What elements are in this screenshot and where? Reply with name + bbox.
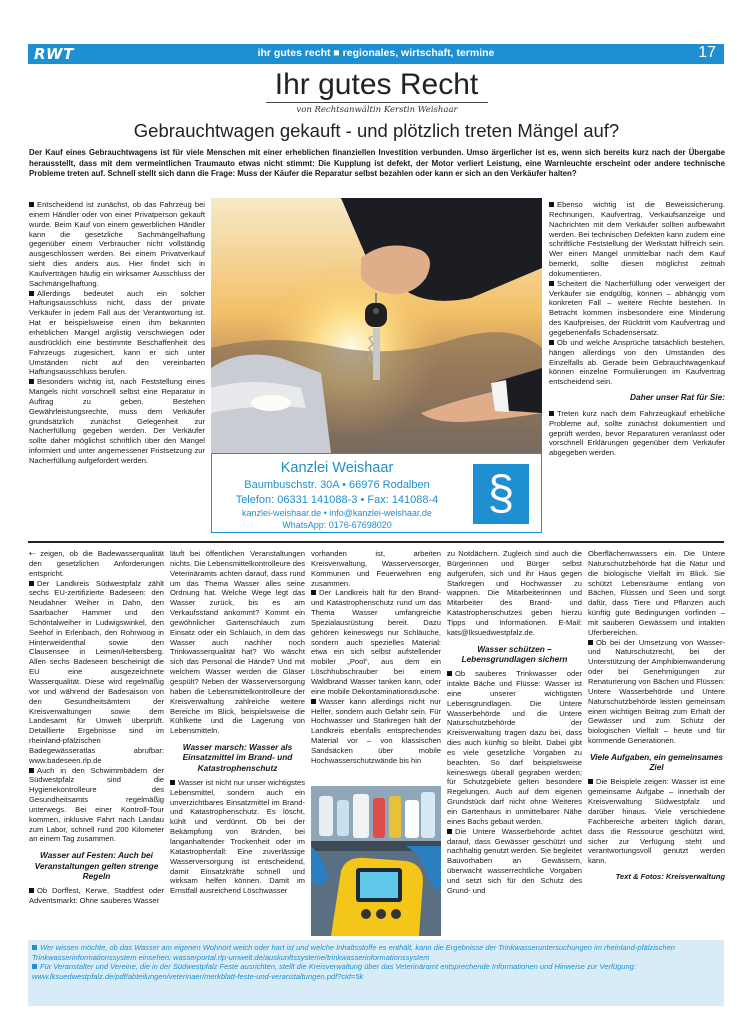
water-column-1 [29,549,164,906]
paragraph: Die Untere Wasserbehörde achtet darauf, dass Gewässer geschützt und nachhaltig genutzt werden. Sie begleitet Bauvorhaben an Gewässern, überwacht wasserrechtliche Vorgaben und setzt sich für den Schutz des Grund- und [447,826,582,895]
kanzlei-whatsapp: WhatsApp: 0176-67698020 [282,520,392,530]
section-header-bar [28,44,724,64]
paragraph: Ob sauberes Trinkwasser oder intakte Bäche und Flüsse: Wasser ist eine unserer wichtigsten Lebensgrundlagen. Die Untere Wasserbehörde und die Untere Naturschutzbehörde der Kreisverwaltung tragen dazu bei, dass dies auch künftig so bleibt. Dabei gibt es viele gesetzliche Vorgaben zu beachten. So darf beispielsweise keineswegs überall gegraben werden; für Schutzgebiete gelten besondere Regelungen. Auch auf dem eigenen Grundstück darf nicht ohne Weiteres ein Gartenhaus in unmittelbarer Nähe eines Bachs gebaut werden. [447,669,582,826]
photo-credit: Text & Fotos: Kreisverwaltung [615,872,725,882]
subheading: Wasser auf Festen: Auch bei Veranstaltungen gelten strenge Regeln [34,850,159,881]
key-handover-photo [211,198,542,453]
water-column-5 [588,549,725,882]
water-column-2 [170,549,305,896]
paragraph: vorhanden ist, arbeiten Kreisverwaltung, Wasserversorger, Kommunen und Feuerwehren eng zusammen. [311,549,441,588]
paragraph: Ob und welche Ansprüche tatsächlich bestehen, hängen allerdings von den Umständen des Einzelfalls ab. Gerade beim Gebrauchtwagenkauf können einzelne Formulierungen im Kaufvertrag entscheidend sein. [549,337,725,387]
article-title: Ihr gutes Recht [274,68,479,101]
article-left-column [29,200,205,466]
paragraph: Besonders wichtig ist, nach Feststellung eines Mangels nicht vorschnell selbst eine Reparatur in Auftrag zu geben. Bestehen Gewährleistungsrechte, muss dem Verkäufer grundsätzlich zunächst Gelegenheit zur Nacherfüllung gegeben werden. Der Verkäufer sollte daher möglichst schriftlich über den Mangel informiert und unter angemessener Fristsetzung zur Nacherfüllung aufgefordert werden. [29,377,205,465]
section-strap: ihr gutes recht ■ regionales, wirtschaft, termine [257,47,495,59]
subheading: Viele Aufgaben, ein gemeinsames Ziel [589,751,724,773]
article-subtitle: Gebrauchtwagen gekauft - und plötzlich treten Mängel auf? [133,120,620,141]
paragraph: Ob bei der Umsetzung von Wasser- und Naturschutzrecht, bei der Unterstützung der Amphibienwanderung oder bei Genehmigungen zur Renaturierung von Bächen und Flüssen: Untere Wasserbehörde und Untere Naturschutzbehörde leisten gemeinsam einen wichtigen Beitrag zum Erhalt der Gewässer und zum Schutz der biologischen Vielfalt – heute und für kommende Generationen. [588,637,725,746]
page-number: 17 [698,44,716,61]
paragraph: Ob Dorffest, Kerwe, Stadtfest oder Adventsmarkt: Ohne sauberes Wasser [29,886,164,906]
publication-logo: RWT [34,45,74,63]
paragraph: Allerdings bedeutet auch ein solcher Haftungsausschluss nicht, dass der private Verkäufer in jedem Fall aus der Verantwortung ist. Hat er beispielsweise einen ihm bekannten erheblichen Mangel arglistig verschwiegen oder ausdrücklich eine bestimmte Beschaffenheit des Fahrzeugs zugesichert, kann er sich unter Umständen nicht auf den vereinbarten Haftungsausschluss berufen. [29,288,205,377]
paragraph: Der Landkreis Südwestpfalz zählt sechs EU-zertifizierte Badeseen: den Neudahner Weiher in Dahn, den Saarbacher Hammer und den Schöntalweiher in Ludwigswinkel, den Seehof in Erlenbach, den Rohrwoog in Hinterweidenthal sowie den Clausensee in Leimen/Heltersberg. Allen sechs Badeseen bescheinigt die EU eine ausgezeichnete Wasserqualität. Diese wird regelmäßig vor und während der Badesaison von den Gesundheitsämtern der Kreisverwaltungen sowie dem Landesamt für Umwelt überprüft. Detaillierte Ergebnisse sind im rheinland-pfälzischen Badegewässeratlas abrufbar: www.badeseen.rlp.de [29,578,164,765]
info-line: Wer wissen möchte, ob das Wasser am eigenen Wohnort weich oder hart ist und welche Inhaltsstoffe es enthält, kann die Ergebnisse der Trinkwasseruntersuchungen im rheinland-pfälzischen Trinkwasserinformationssystem einsehen: wasserportal.rlp-umwelt.de/auskunftssysteme/trinkwasserinformationssystem [32,943,675,962]
kanzlei-web-email[interactable]: kanzlei-weishaar.de • info@kanzlei-weishaar.de [242,508,432,518]
kanzlei-name: Kanzlei Weishaar [280,460,394,476]
paragraph: Treten kurz nach dem Fahrzeugkauf erhebliche Probleme auf, sollte zunächst dokumentiert und geprüft werden, bevor Reparaturen veranlasst oder vorschnell Erklärungen gegenüber dem Verkäufer abgegeben werden. [549,408,725,458]
paragraph: Entscheidend ist zunächst, ob das Fahrzeug bei einem Händler oder von einer Privatperson gekauft wurde. Beim Kauf von einem gewerblichen Händler kann die gesetzliche Sachmängelhaftung gegenüber einem Verbraucher nicht vollständig ausgeschlossen werden. Bei einem Privatverkauf sieht dies anders aus. Hier findet sich in Kaufverträgen häufig ein wirksamer Ausschluss der Sachmängelhaftung. [29,200,205,288]
paragraph: Ebenso wichtig ist die Beweissicherung. Rechnungen, Kaufvertrag, Verkaufsanzeige und Nachrichten mit dem Verkäufer sollten aufbewahrt werden. Bei technischen Defekten kann zudem eine schriftliche Feststellung der Werkstatt hilfreich sein. Wer einen Mangel unmittelbar nach dem Kauf bemerkt, sollte diesen möglichst zeitnah dokumentieren. [549,200,725,278]
water-column-3 [311,549,441,766]
paragraph: Wasser kann allerdings nicht nur Helfer, sondern auch Gefahr sein. Für Hochwasser und Starkregen hält der Landkreis ebenfalls entsprechendes Material vor – von klassischen Sandsäcken über mobile Hochwasserschutzwände bis hin [311,696,441,765]
water-testing-photo [311,786,441,936]
info-box [28,940,724,1006]
kanzlei-contact-box [211,453,542,533]
paragraph: Scheitert die Nacherfüllung oder verweigert der Verkäufer sie endgültig, können – abhängig vom konkreten Fall – weitere Rechte bestehen. In Betracht kommen insbesondere eine Minderung des Kaufpreises, der Rücktritt vom Kaufvertrag und gegebenenfalls Schadensersatz. [549,278,725,337]
kanzlei-phone: Telefon: 06331 141088-3 • Fax: 141088-4 [235,494,439,506]
article-lead: Der Kauf eines Gebrauchtwagens ist für viele Menschen mit einer erheblichen finanziellen Investition verbunden. Umso ärgerlicher ist es, wenn sich bereits kurz nach der Übergabe herausstellt, dass mit dem vermeintlichen Traumauto etwas nicht stimmt: Die Kupplung ist defekt, der Motor verliert Leistung, eine Warnleuchte erscheint oder andere technische Probleme treten auf. Schnell stellt sich dann die Frage: Muss der Käufer die Reparatur selbst bezahlen oder kann er sich an den Verkäufer halten? [29,148,725,179]
paragraph: Auch in den Schwimmbädern der Südwestpfalz sind die Hygienekontrolleure des Gesundheitsamts regelmäßig unterwegs. Bei einer Kontroll-Tour kommen, inklusive Fahrt nach Landau zum Labor, schnell rund 200 Kilometer an einem Tag zusammen. [29,765,164,844]
water-column-4 [447,549,582,896]
paragraph: Die Beispiele zeigen: Wasser ist eine gemeinsame Aufgabe – innerhalb der Kreisverwaltung Südwestpfalz und darüber hinaus. Viele verschiedene Fachbereiche arbeiten täglich daran, dass die Ressource geschützt wird, sicher zur Verfügung steht und verantwortungsvoll genutzt werden kann. [588,777,725,866]
paragraph: Wasser ist nicht nur unser wichtigstes Lebensmittel, sondern auch ein unverzichtbares Einsatzmittel im Brand- und Katastrophenschutz. Es löscht, kühlt und verdünnt. Ob bei der Bekämpfung von Bränden, bei langanhaltender Trockenheit oder im Katastrophenfall: Eine zuverlässige Wasserversorgung ist entscheidend, damit Einsatzkräfte schnell und wirksam helfen können. Damit im Ernstfall ausreichend Löschwasser [170,777,305,896]
key-handover-illustration [211,198,542,453]
water-testing-illustration [311,786,441,936]
paragraph: Oberflächenwassers ein. Die Untere Naturschutzbehörde hat die Natur und die biologische Vielfalt im Blick. Sie schützt Lebensräume entlang von Bächen, Flüssen und Seen und sorgt dafür, dass Tiere und Pflanzen auch künftig gute Bedingungen vorfinden – mit sauberen Gewässern und intakten Uferbereichen. [588,549,725,637]
paragraph: zu Notdächern. Zugleich sind auch die Bürgerinnen und Bürger selbst aufgerufen, sich und ihr Haus gegen Starkregen und Hochwasser zu wappnen. Die Mitarbeiterinnen und Mitarbeiter des Brand- und Katastrophenschutzes geben hierzu Tipps und Informationen. E-Mail: kats@lksuedwestpfalz.de. [447,549,582,637]
paragraph-symbol-icon: § [473,464,529,524]
subheading: Wasser schützen – Lebensgrundlagen sichern [461,643,568,664]
article-byline: von Rechtsanwältin Kerstin Weishaar [266,102,488,115]
subheading: Wasser marsch: Wasser als Einsatzmittel im Brand- und Katastrophenschutz [182,742,293,773]
kanzlei-address: Baumbuschstr. 30A • 66976 Rodalben [244,479,430,491]
article-right-column [549,200,725,458]
paragraph: läuft bei öffentlichen Veranstaltungen nichts. Die Lebensmittelkontrolleure des Veterinäramts achten darauf, dass rund um das Thema Wasser alles seine Ordnung hat. Welche Wege legt das Wasser zurück, bis es am Verkaufsstand ankommt? Kommt ein gewöhnlicher Gartenschlauch zum Einsatz oder ein Schlauch, in dem das Wasser auch nachher noch Trinkwasserqualität hat? Wo wäscht sich das Personal die Hände? Und mit welchem Wasser werden die Gläser gespült? Neben der Wasserversorgung haben die Lebensmittelkontrolleure der Kreisverwaltung zahlreiche weitere Bereiche im Blick, beispielsweise die Kühlkette und die Lagerung von Lebensmitteln. [170,549,305,736]
paragraph: Der Landkreis hält für den Brand- und Katastrophenschutz rund um das Thema Wasser umfangreiche Spezialausrüstung bereit. Dazu gehören keineswegs nur Schläuche, sondern auch spezielles Material: etwa ein sich selbst aufstellender mobiler „Pool“, aus dem ein Löschhubschrauber bei einem Waldbrand Wasser tanken kann, oder eine mobile Dekontaminationsdusche. [311,588,441,696]
advice-heading: Daher unser Rat für Sie: [630,392,725,403]
paragraph: ⇠ zeigen, ob die Badewasserqualität den gesetzlichen Anforderungen entspricht. [29,549,164,578]
article-separator [28,541,724,543]
info-line: Für Veranstalter und Vereine, die in der Südwestpfalz Feste ausrichten, stellt die Kreisverwaltung über das Veterinäramt entsprechende Informationen und Hinweise zur Verfügung: www.lksuedwestpfalz.de/pdf/abteilungen/veterinaer/merkblatt-feste-und-veranstaltungen.pdf?cid=5k [32,962,636,981]
